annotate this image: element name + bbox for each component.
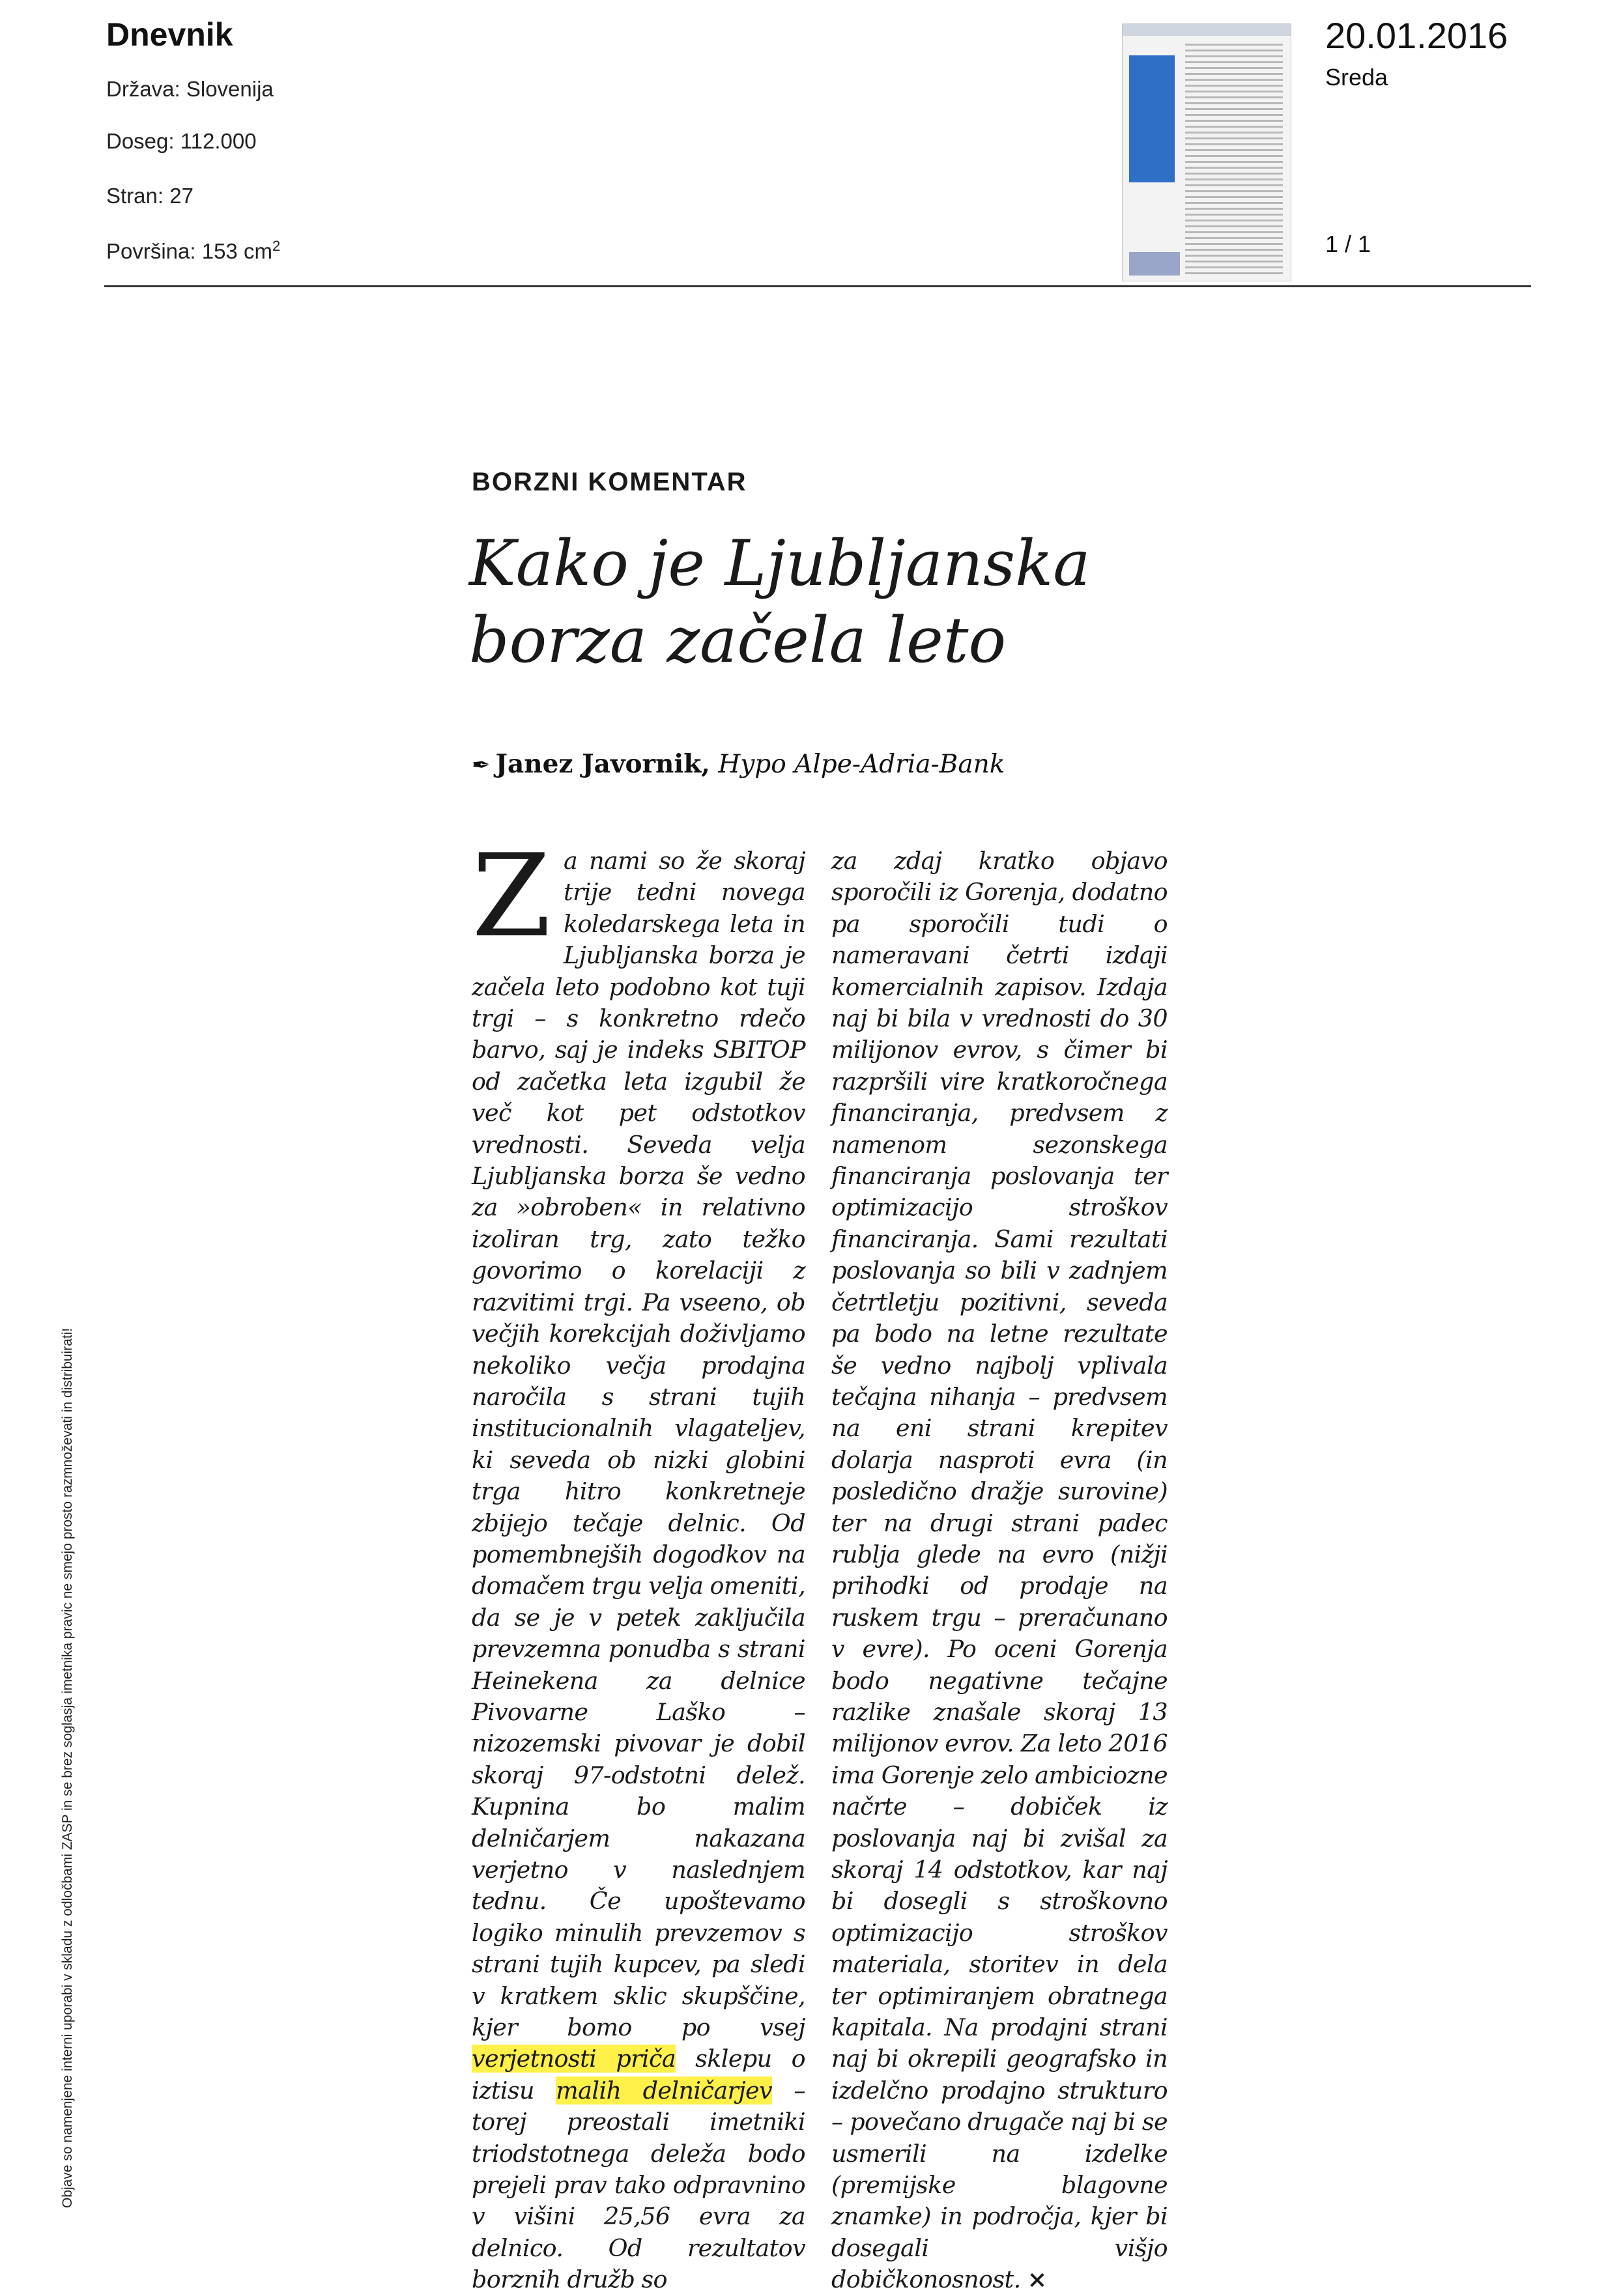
thumbnail-line: [1185, 208, 1283, 210]
header-divider: [104, 285, 1531, 287]
thumbnail-line: [1185, 266, 1283, 268]
column-2-paragraph: [831, 845, 1168, 2296]
thumbnail-line: [1185, 237, 1283, 239]
column-1-text-mid: sklepu o iztisu: [472, 2045, 805, 2105]
highlighted-phrase-1: verjetnosti priča: [472, 2045, 676, 2073]
thumbnail-line: [1185, 149, 1283, 151]
thumbnail-blue-block: [1129, 55, 1175, 182]
thumbnail-masthead: [1123, 24, 1291, 36]
thumbnail-line: [1185, 61, 1283, 63]
thumbnail-line: [1185, 225, 1283, 227]
byline: [472, 749, 1005, 779]
page-label: Stran: 27: [106, 184, 194, 208]
copyright-notice: Objave so namenjene interni uporabi v skladu z odločbami ZASP in se brez soglasja imetnika pravic ne smejo prosto razmnoževati in distribuirati!: [60, 1327, 75, 2208]
end-mark-icon: ×: [1027, 2265, 1047, 2294]
pen-icon: ✒: [472, 752, 491, 778]
thumbnail-line: [1185, 114, 1283, 116]
thumbnail-line: [1185, 44, 1283, 46]
article-headline: [469, 525, 1121, 679]
article-kicker: BORZNI KOMENTAR: [472, 468, 747, 496]
thumbnail-line: [1185, 214, 1283, 216]
headline-line-2: borza začela leto: [469, 604, 1007, 677]
thumbnail-line: [1185, 50, 1283, 51]
thumbnail-line: [1185, 120, 1283, 122]
article-column-1: [472, 830, 806, 2296]
thumbnail-line: [1185, 108, 1283, 110]
thumbnail-line: [1185, 137, 1283, 139]
thumbnail-line: [1185, 173, 1283, 175]
highlighted-phrase-2: malih delničarjev: [556, 2076, 773, 2105]
thumbnail-line: [1185, 255, 1283, 257]
thumbnail-line: [1185, 91, 1283, 92]
thumbnail-line: [1185, 126, 1283, 128]
thumbnail-line: [1185, 272, 1283, 274]
column-1-text-end: – torej preostali imetniki triodstotnega deleža bodo prejeli prav tako odpravnino v višini 25,56 evra za delnico. Od rezultatov borznih družb so: [472, 2076, 806, 2294]
thumbnail-line: [1185, 67, 1283, 69]
thumbnail-line: [1185, 143, 1283, 145]
headline-line-1: Kako je Ljubljanska: [469, 527, 1091, 600]
thumbnail-line: [1185, 220, 1283, 221]
country-label: Država: Slovenija: [106, 77, 274, 101]
author-affiliation: Hypo Alpe-Adria-Bank: [718, 750, 1005, 779]
thumbnail-line: [1185, 184, 1283, 186]
thumbnail-line: [1185, 102, 1283, 104]
page-thumbnail: [1122, 23, 1291, 281]
thumbnail-ad-block: [1129, 252, 1180, 276]
thumbnail-line: [1185, 249, 1283, 251]
thumbnail-line: [1185, 243, 1283, 245]
column-1-paragraph: [472, 830, 806, 2296]
area-label: [106, 238, 280, 264]
thumbnail-line: [1185, 202, 1283, 204]
thumbnail-line: [1185, 196, 1283, 198]
thumbnail-line: [1185, 161, 1283, 163]
thumbnail-line: [1185, 55, 1283, 57]
reach-label: Doseg: 112.000: [106, 129, 257, 153]
publication-weekday: Sreda: [1325, 64, 1388, 91]
column-2-text: za zdaj kratko objavo sporočili iz Gorenja, dodatno pa sporočili tudi o nameravani četrti izdaji komercialnih zapisov. Izdaja naj bi bila v vrednosti do 30 milijonov evrov, s čimer bi razpršili vire kratkoročnega financiranja, predvsem z namenom sezonskega financiranja poslovanja ter optimizacijo stroškov financiranja. Sami rezultati poslovanja so bili v zadnjem četrtletju pozitivni, seveda pa bodo na letne rezultate še vedno najbolj vplivala tečajna nihanja – predvsem na eni strani krepitev dolarja nasproti evra (in posledično dražje surovine) ter na drugi strani padec rublja glede na evro (nižji prihodki od prodaje na ruskem trgu – preračunano v evre). Po oceni Gorenja bodo negativne tečajne razlike znašale skoraj 13 milijonov evrov. Za leto 2016 ima Gorenje zelo ambiciozne načrte – dobiček iz poslovanja naj bi zvišal za skoraj 14 odstotkov, kar naj bi dosegli s stroškovno optimizacijo stroškov materiala, storitev in dela ter optimiranjem obratnega kapitala. Na prodajni strani naj bi okrepili geografsko in izdelčno prodajno strukturo – povečano drugače naj bi se usmerili na izdelke (premijske blagovne znamke) in področja, kjer bi dosegali višjo dobičkonosnost.: [831, 847, 1168, 2294]
thumbnail-line: [1185, 155, 1283, 157]
thumbnail-line: [1185, 73, 1283, 75]
thumbnail-line: [1185, 79, 1283, 81]
drop-cap: Z: [472, 830, 551, 963]
publication-date: 20.01.2016: [1325, 15, 1508, 56]
thumbnail-line: [1185, 96, 1283, 98]
column-1-text: a nami so že skoraj trije tedni novega koledarskega leta in Ljubljanska borza je začela leto podobno kot tuji trgi – s konkretno rdečo barvo, saj je indeks SBITOP od začetka leta izgubil že več kot pet odstotkov vrednosti. Seveda velja Ljubljanska borza še vedno za »obroben« in relativno izoliran trg, zato težko govorimo o korelaciji z razvitimi trgi. Pa vseeno, ob večjih korekcijah doživljamo nekoliko večja prodajna naročila s strani tujih institucionalnih vlagateljev, ki seveda ob nizki globini trga hitro konkretneje zbijejo tečaje delnic. Od pomembnejših dogodkov na domačem trgu velja omeniti, da se je v petek zaključila prevzemna ponudba s strani Heinekena za delnice Pivovarne Laško – nizozemski pivovar je dobil skoraj 97-odstotni delež. Kupnina bo malim delničarjem nakazana verjetno v naslednjem tednu. Če upoštevamo logiko minulih prevzemov s strani tujih kupcev, pa sledi v kratkem sklic skupščine, kjer bomo po vsej: [472, 847, 805, 2042]
thumbnail-line: [1185, 178, 1283, 180]
thumbnail-line: [1185, 167, 1283, 169]
thumbnail-line: [1185, 190, 1283, 192]
thumbnail-line: [1185, 85, 1283, 87]
thumbnail-line: [1185, 132, 1283, 134]
author-name: Janez Javornik,: [495, 749, 710, 779]
thumbnail-line: [1185, 261, 1283, 262]
area-unit-sup: 2: [272, 238, 281, 254]
page-counter: 1 / 1: [1325, 231, 1371, 257]
area-value: Površina: 153 cm: [106, 239, 272, 263]
source-name: Dnevnik: [106, 16, 233, 53]
article-column-2: [831, 845, 1168, 2296]
thumbnail-line: [1185, 231, 1283, 233]
